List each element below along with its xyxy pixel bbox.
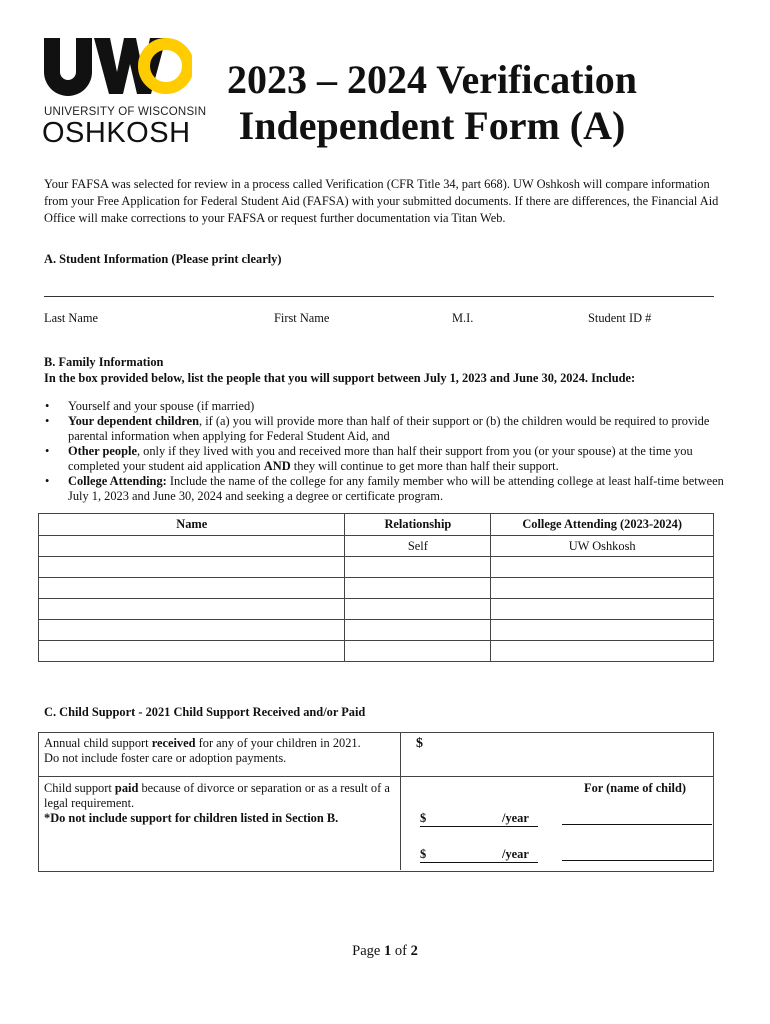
title-line-2: Independent Form (A) xyxy=(238,103,626,148)
table-row xyxy=(39,557,714,578)
section-b-instruction: In the box provided below, list the people that you will support between July 1, 2023 and June 30, 2024. Include: xyxy=(44,371,636,385)
college-cell[interactable]: UW Oshkosh xyxy=(491,536,714,557)
table-row xyxy=(39,536,714,557)
first-name-label: First Name xyxy=(274,311,330,325)
college-cell[interactable] xyxy=(491,641,714,662)
list-item: • Other people, only if they lived with you and received more than half their support from you (or your spouse) at the time you completed your student aid application AND they will continue to get more than half their support. xyxy=(45,444,693,473)
name-cell[interactable] xyxy=(39,620,345,641)
uwo-logo xyxy=(42,36,192,96)
section-c-heading: C. Child Support - 2021 Child Support Received and/or Paid xyxy=(44,705,366,719)
header-college: College Attending (2023-2024) xyxy=(491,514,714,536)
received-post: for any of your children in 2021. xyxy=(195,736,361,750)
bullet-bold-and: AND xyxy=(263,459,291,473)
title-line-1: 2023 – 2024 Verification xyxy=(227,57,637,102)
include-list xyxy=(44,399,724,504)
section-a-heading: A. Student Information (Please print clearly) xyxy=(44,252,282,266)
name-cell[interactable] xyxy=(39,557,345,578)
table-row xyxy=(39,599,714,620)
section-b-heading: B. Family Information xyxy=(44,355,164,369)
bullet-text: , only if they lived with you and received more than half their support from you (or your spouse) at the time you completed your student aid application xyxy=(68,444,693,473)
name-cell[interactable] xyxy=(39,641,345,662)
page-pre: Page xyxy=(352,943,384,959)
paid-dollar: $ xyxy=(420,847,427,861)
table-row xyxy=(39,620,714,641)
received-line2: Do not include foster care or adoption payments. xyxy=(44,751,287,765)
name-cell[interactable] xyxy=(39,578,345,599)
received-bold: received xyxy=(151,736,196,750)
relationship-cell[interactable] xyxy=(345,620,491,641)
family-table xyxy=(38,513,714,662)
paid-post: because of divorce or separation or as a result of a legal requirement. xyxy=(44,781,390,810)
paid-amount-field-2[interactable] xyxy=(420,847,538,863)
per-year-label: /year xyxy=(502,811,529,825)
page-title xyxy=(222,57,642,149)
paid-dollar: $ xyxy=(420,811,427,825)
name-cell[interactable] xyxy=(39,536,345,557)
table-row xyxy=(39,578,714,599)
header-name: Name xyxy=(39,514,345,536)
college-cell[interactable] xyxy=(491,557,714,578)
header-relationship: Relationship xyxy=(345,514,491,536)
bullet-bold: Your dependent children xyxy=(68,414,200,428)
paid-pre: Child support xyxy=(44,781,115,795)
page-of: of xyxy=(391,943,411,959)
relationship-cell[interactable] xyxy=(345,578,491,599)
college-cell[interactable] xyxy=(491,599,714,620)
college-cell[interactable] xyxy=(491,620,714,641)
child-support-divider-v xyxy=(400,732,401,870)
received-pre: Annual child support xyxy=(44,736,152,750)
relationship-cell[interactable]: Self xyxy=(345,536,491,557)
child-name-field-1[interactable] xyxy=(562,824,712,825)
last-name-label: Last Name xyxy=(44,311,99,325)
bullet-text: Include the name of the college for any family member who will be attending college at least half-time between July 1, 2023 and June 30, 2024 and seeking a degree or certificate program. xyxy=(68,474,724,503)
bullet-text: Yourself and your spouse (if married) xyxy=(68,399,255,413)
college-cell[interactable] xyxy=(491,578,714,599)
student-info-line[interactable] xyxy=(44,296,714,297)
bullet-bold: Other people xyxy=(68,444,137,458)
child-support-divider-h xyxy=(38,776,714,777)
bullet-bold: College Attending: xyxy=(68,474,167,488)
paid-note: *Do not include support for children listed in Section B. xyxy=(44,811,339,825)
page-total: 2 xyxy=(410,943,418,959)
received-dollar-field[interactable]: $ xyxy=(416,736,423,751)
table-row xyxy=(39,641,714,662)
for-child-label: For (name of child) xyxy=(584,781,686,795)
list-item: • College Attending: Include the name of the college for any family member who will be attending college at least half-time between July 1, 2023 and June 30, 2024 and seeking a degree or certificate program. xyxy=(45,474,724,503)
list-item: • Yourself and your spouse (if married) xyxy=(45,399,255,413)
bullet-text: , if (a) you will provide more than half of their support or (b) the children would be required to provide parental information when applying for Federal Student Aid, and xyxy=(68,414,710,443)
page-number xyxy=(0,943,770,960)
student-id-label: Student ID # xyxy=(588,311,652,325)
paid-amount-field-1[interactable] xyxy=(420,811,538,827)
logo-university-text: UNIVERSITY OF WISCONSIN xyxy=(44,106,207,118)
per-year-label: /year xyxy=(502,847,529,861)
name-cell[interactable] xyxy=(39,599,345,620)
relationship-cell[interactable] xyxy=(345,599,491,620)
bullet-text-2: they will continue to get more than half their support. xyxy=(290,459,559,473)
page-current: 1 xyxy=(383,943,392,959)
mi-label: M.I. xyxy=(452,311,474,325)
received-description xyxy=(44,736,394,766)
child-name-field-2[interactable] xyxy=(562,860,712,861)
table-header-row xyxy=(39,514,714,536)
paid-description xyxy=(44,781,394,826)
logo-oshkosh-text: OSHKOSH xyxy=(42,117,191,149)
relationship-cell[interactable] xyxy=(345,641,491,662)
logo-letter-u xyxy=(44,38,92,96)
intro-paragraph: Your FAFSA was selected for review in a process called Verification (CFR Title 34, part 668). UW Oshkosh will compare information from your Free Application for Federal Student Aid (FAFSA) with your submitted documents. If there are differences, the Financial Aid Office will make corrections to your FAFSA or request further documentation via Titan Web. xyxy=(44,177,719,225)
list-item: • Your dependent children, if (a) you will provide more than half of their support or (b) the children would be required to provide parental information when applying for Federal Student Aid, and xyxy=(45,414,710,443)
paid-bold: paid xyxy=(114,781,139,795)
relationship-cell[interactable] xyxy=(345,557,491,578)
